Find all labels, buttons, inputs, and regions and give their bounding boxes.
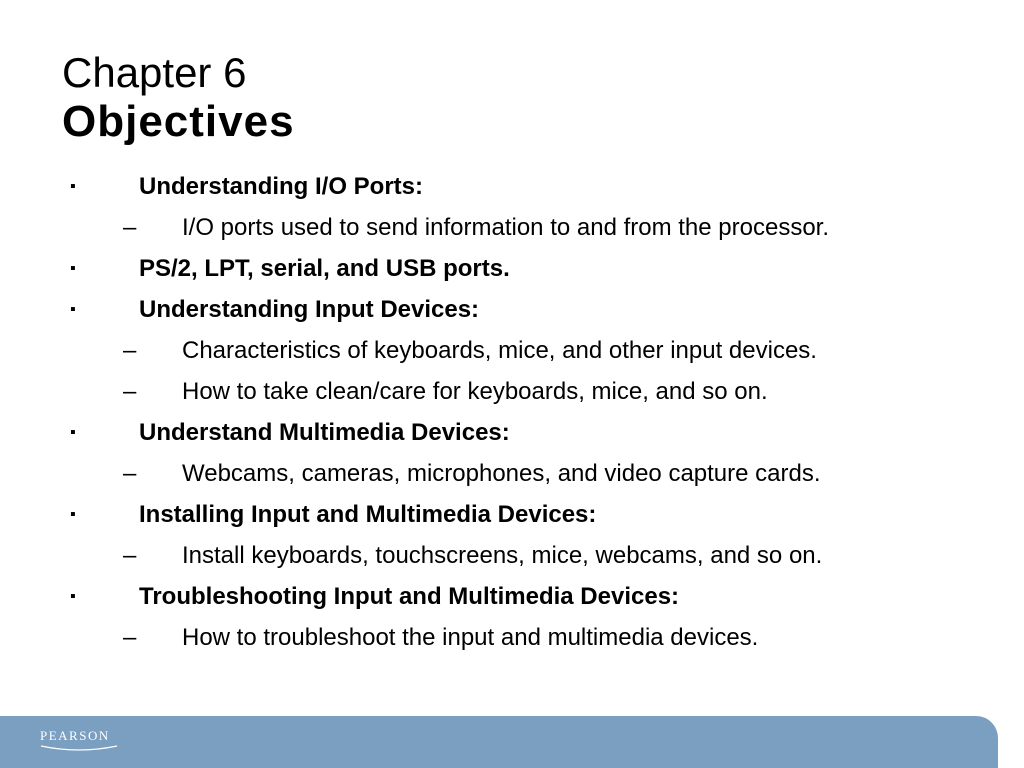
footer-bar <box>0 716 998 768</box>
bullet-item <box>0 166 1024 207</box>
bullet-item <box>0 248 1024 289</box>
square-bullet-icon: ▪ <box>70 178 76 195</box>
square-bullet-icon: ▪ <box>70 506 76 523</box>
bullet-item <box>0 576 1024 617</box>
pearson-logo-text: PEARSON <box>40 728 110 743</box>
dash-bullet-icon: – <box>123 337 137 364</box>
slide-title <box>62 48 295 146</box>
sub-bullet-text: How to troubleshoot the input and multimedia devices. <box>182 624 759 651</box>
logo-swoosh-icon <box>40 744 118 752</box>
sub-bullet-text: Characteristics of keyboards, mice, and other input devices. <box>182 337 817 364</box>
dash-bullet-icon: – <box>123 214 137 241</box>
objectives-list <box>0 166 1024 658</box>
bullet-item <box>0 412 1024 453</box>
title-chapter: Chapter 6 <box>62 49 247 96</box>
dash-bullet-icon: – <box>123 542 137 569</box>
bullet-text: Understanding I/O Ports: <box>139 173 424 200</box>
bullet-item <box>0 289 1024 330</box>
bullet-item <box>0 494 1024 535</box>
dash-bullet-icon: – <box>123 460 137 487</box>
footer-edge <box>998 716 1024 768</box>
square-bullet-icon: ▪ <box>70 301 76 318</box>
pearson-logo <box>40 729 120 757</box>
sub-bullet-item <box>0 617 1024 658</box>
title-objectives: Objectives <box>62 97 295 146</box>
sub-bullet-text: I/O ports used to send information to and from the processor. <box>182 214 830 241</box>
sub-bullet-item <box>0 453 1024 494</box>
bullet-text: PS/2, LPT, serial, and USB ports. <box>139 255 510 282</box>
bullet-text: Installing Input and Multimedia Devices: <box>139 501 597 528</box>
sub-bullet-text: Webcams, cameras, microphones, and video capture cards. <box>182 460 821 487</box>
square-bullet-icon: ▪ <box>70 424 76 441</box>
sub-bullet-text: How to take clean/care for keyboards, mice, and so on. <box>182 378 768 405</box>
sub-bullet-text: Install keyboards, touchscreens, mice, webcams, and so on. <box>182 542 823 569</box>
dash-bullet-icon: – <box>123 378 137 405</box>
bullet-text: Troubleshooting Input and Multimedia Devices: <box>139 583 680 610</box>
sub-bullet-item <box>0 535 1024 576</box>
bullet-text: Understanding Input Devices: <box>139 296 480 323</box>
dash-bullet-icon: – <box>123 624 137 651</box>
square-bullet-icon: ▪ <box>70 260 76 277</box>
sub-bullet-item <box>0 330 1024 371</box>
square-bullet-icon: ▪ <box>70 588 76 605</box>
sub-bullet-item <box>0 207 1024 248</box>
sub-bullet-item <box>0 371 1024 412</box>
bullet-text: Understand Multimedia Devices: <box>139 419 510 446</box>
